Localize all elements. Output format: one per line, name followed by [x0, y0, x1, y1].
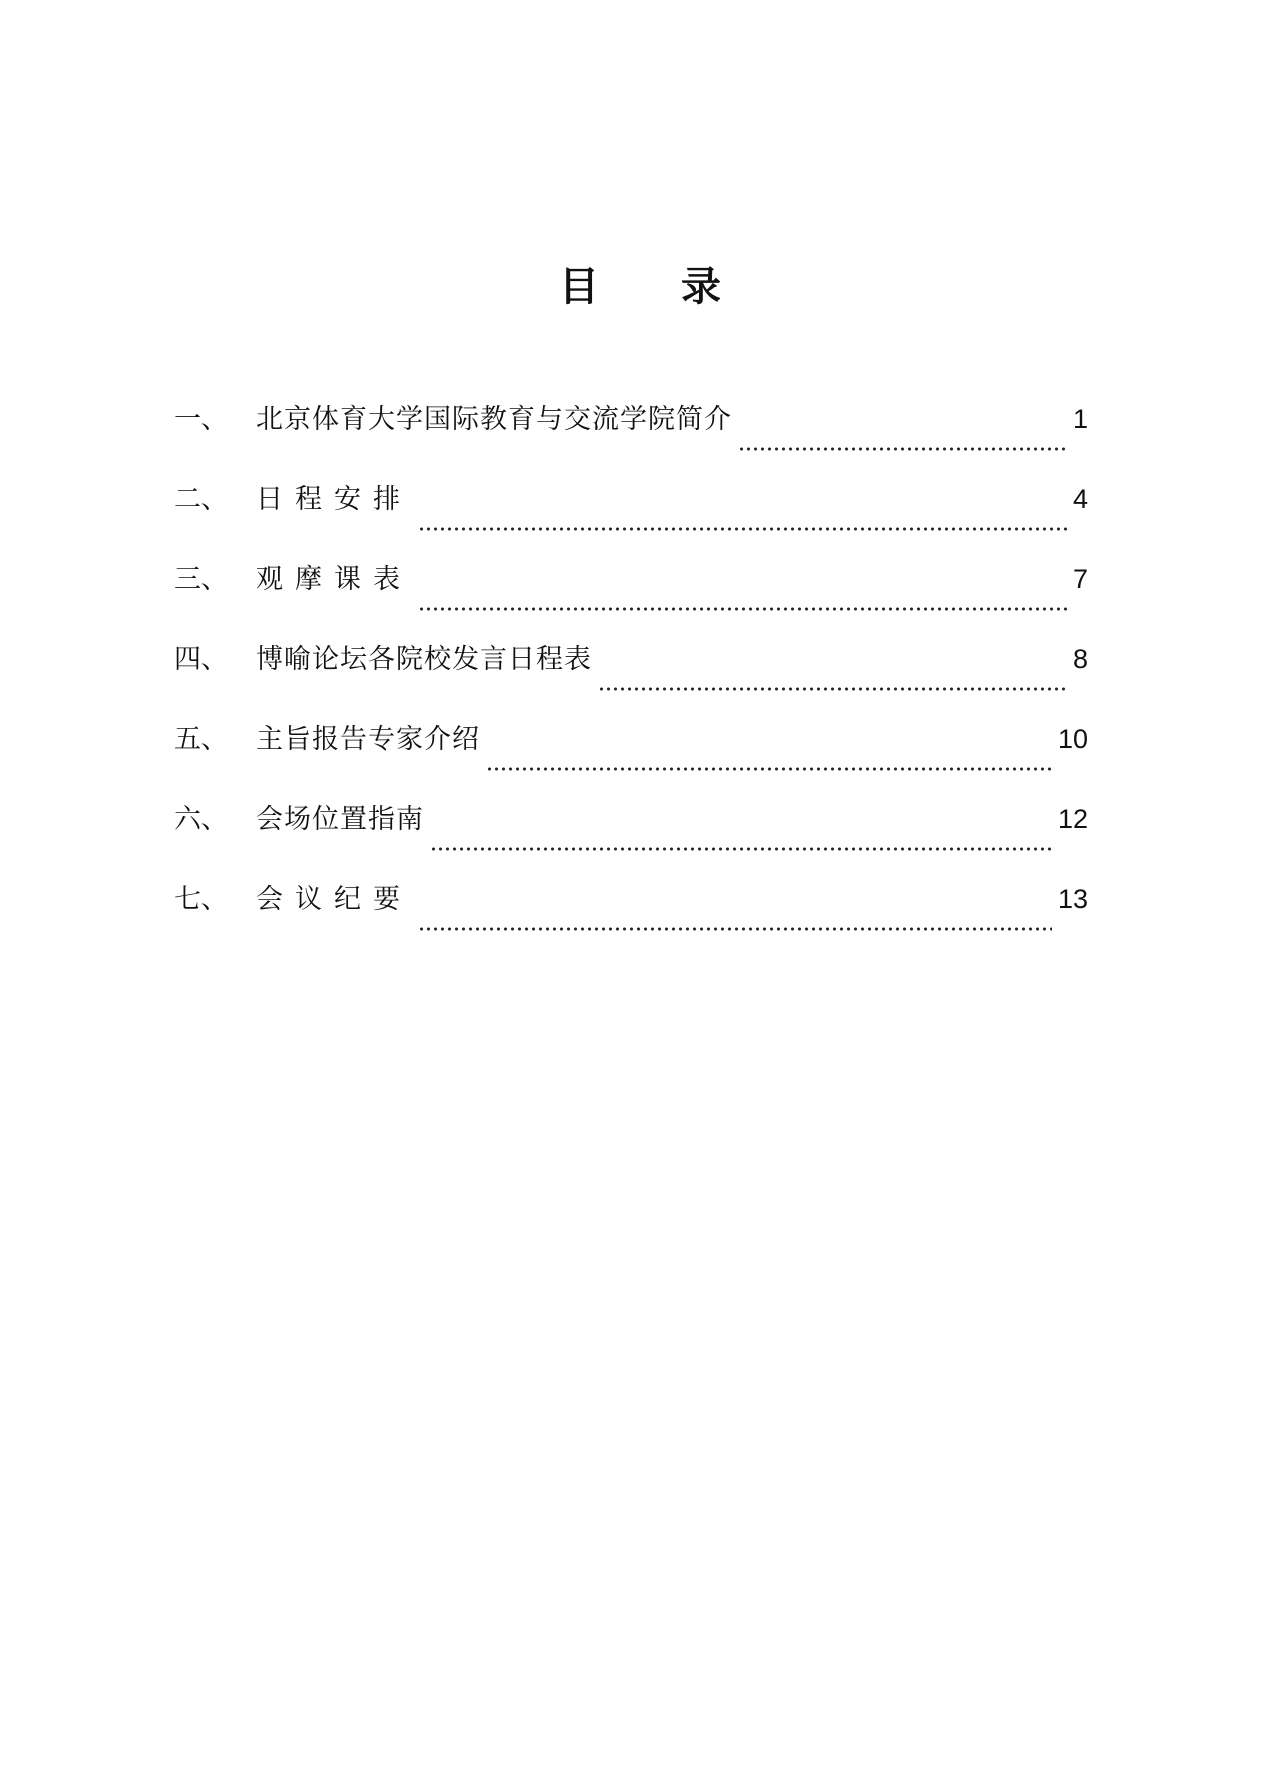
toc-entry-label: 会议纪要	[256, 884, 412, 915]
toc-entry-page-number: 8	[1072, 644, 1088, 674]
toc-entry-3[interactable]	[174, 555, 1088, 635]
toc-entry-number: 七、	[174, 884, 228, 915]
toc-entry-label: 观摩课表	[256, 564, 412, 595]
dot-leader	[418, 514, 1067, 532]
toc-entry-page-number: 7	[1072, 564, 1088, 594]
toc-entry-page-number: 12	[1057, 804, 1088, 834]
dot-leader	[598, 674, 1067, 692]
toc-entry-page-number: 13	[1057, 884, 1088, 914]
toc-entry-label: 博喻论坛各院校发言日程表	[256, 644, 592, 675]
toc-entry-number: 五、	[174, 724, 228, 755]
toc-entry-label: 会场位置指南	[256, 804, 424, 835]
toc-entry-label: 日程安排	[256, 484, 412, 515]
toc-entry-label: 北京体育大学国际教育与交流学院简介	[256, 404, 732, 435]
toc-entry-label: 主旨报告专家介绍	[256, 724, 480, 755]
dot-leader	[738, 434, 1067, 452]
dot-leader	[430, 834, 1052, 852]
toc-entry-5[interactable]	[174, 715, 1088, 795]
toc-entry-page-number: 10	[1057, 724, 1088, 754]
toc-entry-1[interactable]	[174, 395, 1088, 475]
toc-entry-4[interactable]	[174, 635, 1088, 715]
toc-entry-page-number: 1	[1072, 404, 1088, 434]
dot-leader	[486, 754, 1052, 772]
page-title: 目 录	[559, 264, 755, 310]
toc-entry-number: 四、	[174, 644, 228, 675]
toc-entry-page-number: 4	[1072, 484, 1088, 514]
dot-leader	[418, 594, 1067, 612]
toc-entry-7[interactable]	[174, 875, 1088, 955]
toc-entry-6[interactable]	[174, 795, 1088, 875]
toc-entry-number: 二、	[174, 484, 228, 515]
toc-entry-2[interactable]	[174, 475, 1088, 555]
toc-entry-number: 六、	[174, 804, 228, 835]
toc-entry-number: 一、	[174, 404, 228, 435]
dot-leader	[418, 914, 1052, 932]
table-of-contents	[174, 395, 1088, 955]
toc-entry-number: 三、	[174, 564, 228, 595]
